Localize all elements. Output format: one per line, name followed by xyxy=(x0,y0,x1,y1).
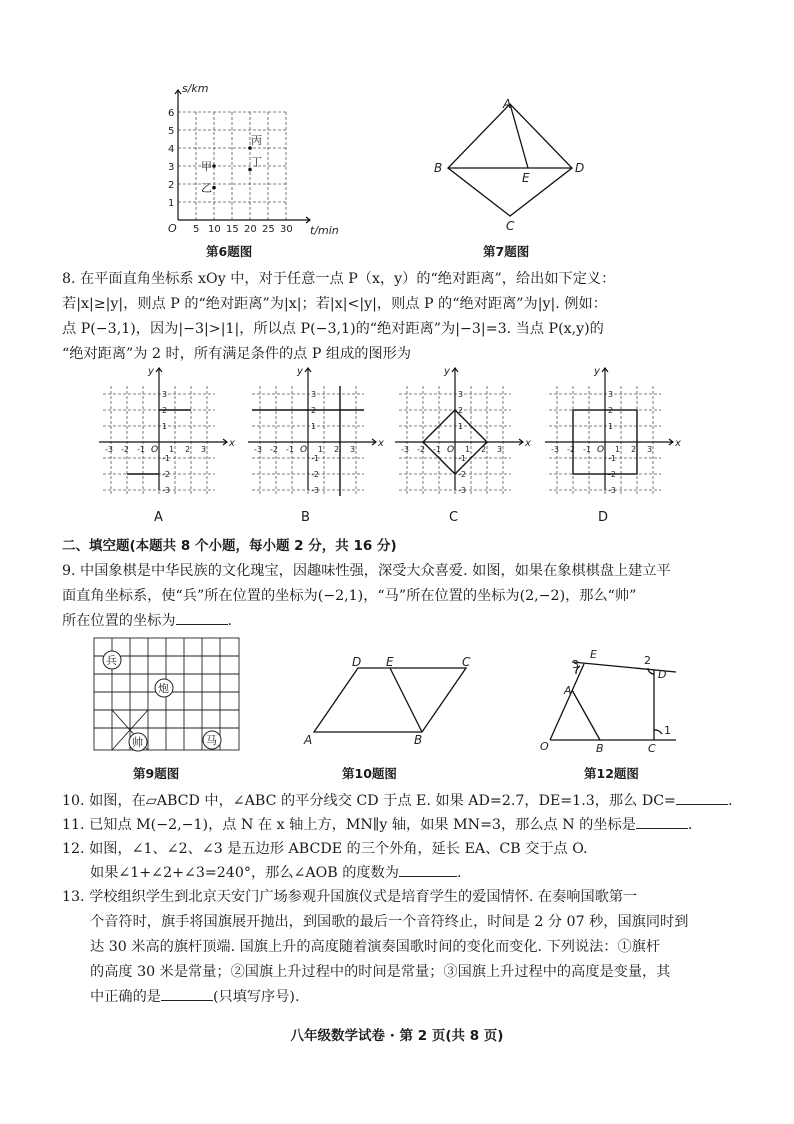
x-tick: 3 xyxy=(350,445,356,454)
x-tick: -3 xyxy=(401,445,409,454)
y-tick: 3 xyxy=(311,390,317,399)
fig6-origin: O xyxy=(168,222,177,235)
y-tick: 1 xyxy=(311,422,317,431)
q13-line5-text: 中正确的是 xyxy=(90,989,161,1005)
fig12-label-E: E xyxy=(590,648,597,661)
fig10-label-C: C xyxy=(462,656,471,669)
origin-label: O xyxy=(597,445,605,455)
x-tick: -2 xyxy=(121,445,129,454)
q8-option-c-graph xyxy=(391,364,531,496)
rhombus-ABCD xyxy=(448,104,572,216)
q8-option-c-label[interactable]: C xyxy=(449,510,459,525)
fig6-xtick: 10 xyxy=(208,224,221,235)
x-tick: -2 xyxy=(417,445,425,454)
label-D: D xyxy=(575,161,585,175)
x-tick: 1 xyxy=(615,445,621,454)
q8-option-d-label[interactable]: D xyxy=(598,510,609,525)
segment-BE xyxy=(390,668,422,732)
x-tick: 1 xyxy=(465,445,471,454)
fig6-yticks xyxy=(168,108,174,209)
q11-end: . xyxy=(687,817,693,833)
y-tick: -2 xyxy=(458,470,466,479)
q8-line2: 若|x|≥|y|，则点 P 的“绝对距离”为|x|；若|x|<|y|，则点 P 的“绝对距离”为|y|. 例如： xyxy=(62,296,607,312)
fig10-label-B: B xyxy=(414,733,423,747)
x-tick: 2 xyxy=(631,445,637,454)
fig6-xtick: 15 xyxy=(226,224,239,235)
fig6-xticks xyxy=(193,224,293,235)
fig12-label-B: B xyxy=(596,742,604,755)
fig6-points xyxy=(201,134,262,195)
origin-label: O xyxy=(300,445,308,455)
figure-9-chessboard xyxy=(92,636,247,758)
fig6-xtick: 25 xyxy=(262,224,275,235)
y-tick: -1 xyxy=(608,454,616,463)
x-tick: 2 xyxy=(334,445,340,454)
y-tick: 1 xyxy=(608,422,614,431)
origin-label: O xyxy=(447,445,455,455)
fig6-point-label: 乙 xyxy=(201,181,212,195)
x-tick: 1 xyxy=(318,445,324,454)
fig12-caption: 第12题图 xyxy=(584,766,639,781)
fig10-label-E: E xyxy=(386,656,394,669)
fig6-xtick: 5 xyxy=(193,224,200,235)
figure-6-graph xyxy=(160,80,340,240)
chess-pieces xyxy=(103,651,221,751)
x-tick: -1 xyxy=(137,445,145,454)
fig6-xtick: 20 xyxy=(244,224,257,235)
y-label: y xyxy=(594,366,600,377)
q13-line5 xyxy=(90,986,299,1008)
q8-option-b-label[interactable]: B xyxy=(301,510,310,525)
fig6-point xyxy=(212,164,216,168)
y-tick: 3 xyxy=(608,390,614,399)
y-tick: -1 xyxy=(458,454,466,463)
y-tick: 2 xyxy=(162,406,168,415)
q13-line3: 达 30 米高的旗杆顶端. 国旗上升的高度随着演奏国歌时间的变化而变化. 下列说法：①旗杆 xyxy=(90,939,661,955)
origin-label: O xyxy=(151,445,159,455)
piece-bing: 兵 xyxy=(106,654,117,667)
y-label: y xyxy=(148,366,154,377)
y-tick: -2 xyxy=(311,470,319,479)
fig6-ytick: 4 xyxy=(168,144,175,155)
q10-answer-blank[interactable] xyxy=(676,790,728,805)
fig7-caption: 第7题图 xyxy=(483,244,530,259)
fig6-point-label: 甲 xyxy=(201,160,212,173)
piece-ma: 马 xyxy=(206,734,217,747)
y-tick: -2 xyxy=(162,470,170,479)
fig6-caption: 第6题图 xyxy=(206,244,253,259)
x-tick: -3 xyxy=(551,445,559,454)
fig10-caption: 第10题图 xyxy=(342,766,397,781)
y-tick: 2 xyxy=(458,406,464,415)
y-tick: -3 xyxy=(162,486,170,495)
x-label: x xyxy=(229,438,235,449)
fig12-angle-2: 2 xyxy=(644,654,651,667)
x-tick: 3 xyxy=(647,445,653,454)
fig6-point-label: 丙 xyxy=(251,134,262,147)
y-tick: -3 xyxy=(311,486,319,495)
q12-line2 xyxy=(90,862,461,884)
q13-line4: 的高度 30 米是常量；②国旗上升过程中的时间是常量；③国旗上升过程中的高度是变量，其 xyxy=(90,964,671,980)
y-tick: 3 xyxy=(458,390,464,399)
y-tick: -3 xyxy=(608,486,616,495)
fig6-xtick: 30 xyxy=(280,224,293,235)
label-E: E xyxy=(522,171,530,185)
q10-end: . xyxy=(727,793,733,809)
y-label: y xyxy=(444,366,450,377)
fig12-label-A: A xyxy=(564,684,572,697)
label-C: C xyxy=(506,219,515,233)
q8-option-a-graph xyxy=(95,364,235,496)
fig12-angle-1: 1 xyxy=(664,724,671,737)
q8-option-b-graph xyxy=(244,364,384,496)
label-A: A xyxy=(503,97,512,111)
y-tick: 2 xyxy=(608,406,614,415)
q10-text: 10. 如图，在▱ABCD 中，∠ABC 的平分线交 CD 于点 E. 如果 AD=2.7，DE=1.3，那么 DC= xyxy=(62,793,676,809)
fig9-caption: 第9题图 xyxy=(133,766,180,781)
x-label: x xyxy=(525,438,531,449)
fig6-axes xyxy=(175,90,310,223)
piece-pao: 炮 xyxy=(158,682,169,695)
y-tick: 2 xyxy=(311,406,317,415)
y-label: y xyxy=(297,366,303,377)
q9-line1: 9. 中国象棋是中华民族的文化瑰宝，因趣味性强，深受大众喜爱. 如图，如果在象棋棋盘上建立平 xyxy=(62,563,671,579)
q12-line2-text: 如果∠1+∠2+∠3=240°，那么∠AOB 的度数为 xyxy=(90,865,399,881)
fig12-label-O: O xyxy=(540,740,549,753)
q9-line3-text: 所在位置的坐标为 xyxy=(62,613,176,629)
fig10-label-D: D xyxy=(352,656,362,669)
y-tick: -1 xyxy=(162,454,170,463)
q11 xyxy=(62,814,692,836)
x-tick: 2 xyxy=(185,445,191,454)
fig12-label-D: D xyxy=(658,668,667,681)
y-tick: 3 xyxy=(162,390,168,399)
q13-answer-blank[interactable] xyxy=(161,986,213,1001)
x-label: x xyxy=(378,438,384,449)
parallelogram-ABCD xyxy=(314,668,466,732)
q13-line5-end: (只填写序号). xyxy=(212,989,300,1005)
page-footer: 八年级数学试卷 · 第 2 页(共 8 页) xyxy=(290,1028,504,1044)
q9-line2: 面直角坐标系，使“兵”所在位置的坐标为(−2,1)，“马”所在位置的坐标为(2,−2)，那么“帅” xyxy=(62,588,637,604)
fig6-ytick: 6 xyxy=(168,108,175,119)
q11-answer-blank[interactable] xyxy=(636,814,688,829)
section-title: 二、填空题(本题共 8 个小题，每小题 2 分，共 16 分) xyxy=(62,538,397,554)
q11-text: 11. 已知点 M(−2,−1)，点 N 在 x 轴上方，MN∥y 轴，如果 MN=3，那么点 N 的坐标是 xyxy=(62,817,636,833)
q9-line3-end: . xyxy=(227,613,233,629)
x-tick: 2 xyxy=(481,445,487,454)
fig6-ytick: 2 xyxy=(168,180,175,191)
fig6-point xyxy=(212,186,216,190)
figure-10-parallelogram xyxy=(298,656,478,748)
label-B: B xyxy=(434,161,443,175)
q8-option-d-graph xyxy=(541,364,681,496)
y-tick: 1 xyxy=(162,422,168,431)
y-tick: -2 xyxy=(608,470,616,479)
q10 xyxy=(62,790,732,812)
fig6-ytick: 1 xyxy=(168,198,175,209)
q9-line3 xyxy=(62,610,232,632)
piece-shuai: 帅 xyxy=(132,736,143,749)
x-tick: 1 xyxy=(169,445,175,454)
y-tick: -1 xyxy=(311,454,319,463)
figure-7-rhombus xyxy=(428,96,598,236)
x-label: x xyxy=(675,438,681,449)
q13-line1: 13. 学校组织学生到北京天安门广场参观升国旗仪式是培育学生的爱国情怀. 在奏响国歌第一 xyxy=(62,889,638,905)
x-tick: 3 xyxy=(497,445,503,454)
y-tick: -3 xyxy=(458,486,466,495)
q12-line1: 12. 如图，∠1、∠2、∠3 是五边形 ABCDE 的三个外角，延长 EA、CB 交于点 O. xyxy=(62,841,588,857)
x-tick: -1 xyxy=(286,445,294,454)
q9-answer-blank[interactable] xyxy=(176,610,228,625)
x-tick: -2 xyxy=(567,445,575,454)
q13-line2: 个音符时，旗手将国旗展开抛出，到国歌的最后一个音符终止，时间是 2 分 07 秒，国旗同时到 xyxy=(90,914,689,930)
x-tick: -1 xyxy=(433,445,441,454)
fig6-ytick: 3 xyxy=(168,162,175,173)
x-tick: 3 xyxy=(201,445,207,454)
fig12-label-C: C xyxy=(648,742,656,755)
fig6-ytick: 5 xyxy=(168,126,175,137)
fig6-grid xyxy=(178,112,286,220)
x-tick: -3 xyxy=(254,445,262,454)
q8-option-a-label[interactable]: A xyxy=(154,510,163,525)
q8-line4: “绝对距离”为 2 时，所有满足条件的点 P 组成的图形为 xyxy=(62,346,412,362)
q12-end: . xyxy=(456,865,462,881)
fig6-xlabel: t/min xyxy=(310,224,339,237)
y-tick: 1 xyxy=(458,422,464,431)
x-tick: -2 xyxy=(270,445,278,454)
fig6-ylabel: s/km xyxy=(182,82,209,95)
q8-line1: 8. 在平面直角坐标系 xOy 中，对于任意一点 P（x，y）的“绝对距离”，给出如下定义： xyxy=(62,271,616,287)
fig12-angle-3: 3 xyxy=(572,658,579,671)
fig6-point-label: 丁 xyxy=(251,155,262,169)
fig10-label-A: A xyxy=(304,733,313,747)
q12-answer-blank[interactable] xyxy=(399,862,457,877)
x-tick: -1 xyxy=(583,445,591,454)
figure-12-pentagon xyxy=(536,644,684,756)
x-tick: -3 xyxy=(105,445,113,454)
q8-line3: 点 P(−3,1)，因为|−3|>|1|，所以点 P(−3,1)的“绝对距离”为|−3|=3. 当点 P(x,y)的 xyxy=(62,321,604,337)
